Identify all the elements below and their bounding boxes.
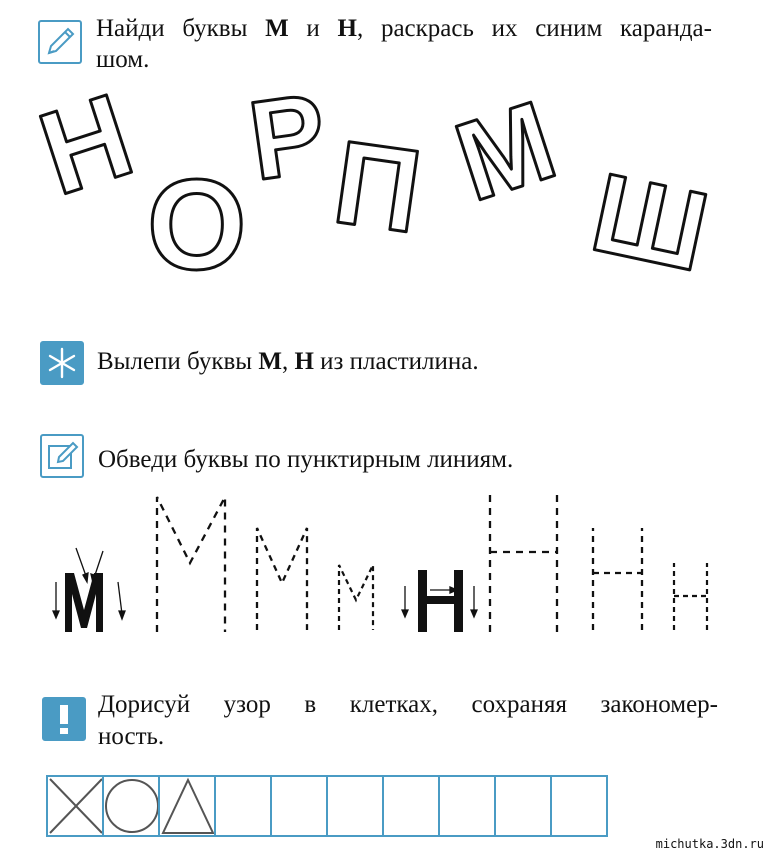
task-1-text-line2: шом. (96, 46, 150, 73)
cross-shape (48, 777, 104, 835)
pattern-cell-empty[interactable] (214, 775, 272, 837)
edit-icon (42, 436, 82, 476)
pattern-cell-empty[interactable] (494, 775, 552, 837)
letter-r-outline: Р (241, 69, 334, 204)
exclamation-icon (44, 699, 84, 739)
pattern-cell-cross[interactable] (46, 775, 104, 837)
letter-n-outline: Н (25, 68, 148, 221)
pattern-cell-empty[interactable] (438, 775, 496, 837)
task-4-text: Дорисуй узор в клетках, сохраняя закономер- (98, 691, 718, 718)
letter-sh-outline: Ш (582, 149, 719, 295)
m-trace-large (157, 497, 225, 632)
pattern-cell-empty[interactable] (326, 775, 384, 837)
triangle-shape (160, 777, 216, 835)
letter-p-outline: П (326, 116, 429, 259)
circle-shape (104, 777, 160, 835)
m-trace-medium (257, 528, 307, 630)
pattern-cell-circle[interactable] (102, 775, 160, 837)
task-2-text: Вылепи буквы М, Н из пластилина. (97, 348, 479, 375)
pattern-grid (46, 775, 626, 837)
pattern-cell-empty[interactable] (382, 775, 440, 837)
pattern-cell-empty[interactable] (550, 775, 608, 837)
pencil-task-icon (38, 20, 82, 64)
task-3-text: Обведи буквы по пунктирным линиям. (98, 446, 514, 473)
m-sample (53, 548, 125, 632)
watermark: michutka.3dn.ru (655, 837, 764, 851)
m-trace-small (339, 565, 373, 630)
pencil-icon (40, 22, 80, 62)
letter-m-outline: М (441, 77, 570, 225)
n-trace-large (490, 493, 557, 632)
pattern-cell-triangle[interactable] (158, 775, 216, 837)
n-sample (402, 570, 477, 632)
n-trace-medium (593, 528, 642, 630)
n-trace-small (674, 563, 707, 630)
snowflake-task-icon (40, 341, 84, 385)
exclamation-task-icon (42, 697, 86, 741)
task-1-text: Найди буквы М и Н, раскрась их синим каранда- (96, 15, 712, 42)
snowflake-icon (42, 343, 82, 383)
task-4-text-line2: ность. (98, 723, 165, 750)
edit-task-icon (40, 434, 84, 478)
pattern-cell-empty[interactable] (270, 775, 328, 837)
letter-o-outline: О (147, 154, 247, 297)
